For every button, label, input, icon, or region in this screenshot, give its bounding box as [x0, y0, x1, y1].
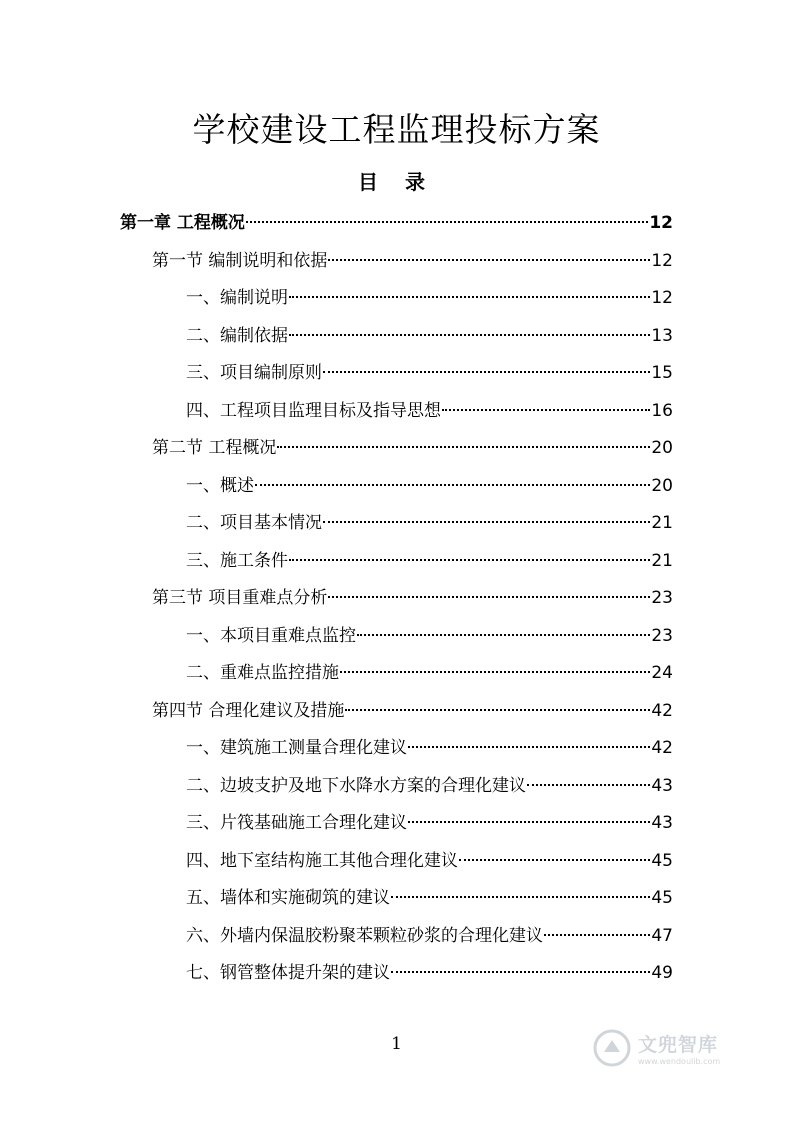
watermark-logo-icon [592, 1028, 632, 1068]
toc-leader-dots [442, 409, 650, 411]
toc-entry-page: 47 [651, 926, 673, 946]
toc-entry-label: 一、本项目重难点监控 [186, 626, 356, 646]
toc-entry[interactable] [152, 249, 673, 273]
toc-entry[interactable] [186, 924, 673, 948]
toc-entry-page: 43 [651, 813, 673, 833]
toc-leader-dots [255, 484, 650, 486]
toc-entry-label: 三、项目编制原则 [186, 363, 322, 383]
toc-leader-dots [289, 334, 650, 336]
toc-entry[interactable] [120, 211, 673, 235]
toc-entry-page: 13 [651, 326, 673, 346]
document-title: 学校建设工程监理投标方案 [192, 110, 601, 149]
watermark [592, 1022, 752, 1074]
toc-entry-page: 49 [651, 963, 673, 983]
toc-entry-page: 21 [651, 513, 673, 533]
toc-entry-page: 45 [651, 888, 673, 908]
page-number: 1 [391, 1034, 402, 1054]
toc-leader-dots [328, 259, 650, 261]
toc-entry-label: 六、外墙内保温胶粉聚苯颗粒砂浆的合理化建议 [186, 926, 543, 946]
toc-entry[interactable] [186, 549, 673, 573]
toc-entry[interactable] [186, 286, 673, 310]
toc-leader-dots [527, 784, 650, 786]
toc-entry-label: 第三节 项目重难点分析 [152, 588, 328, 608]
toc-leader-dots [544, 934, 650, 936]
toc-entry-label: 二、项目基本情况 [186, 513, 322, 533]
toc-leader-dots [391, 896, 650, 898]
toc-leader-dots [357, 634, 650, 636]
toc-leader-dots [391, 971, 650, 973]
toc-leader-dots [408, 821, 650, 823]
toc-leader-dots [459, 859, 650, 861]
toc-entry-page: 12 [651, 251, 673, 271]
toc-entry-page: 20 [651, 438, 673, 458]
toc-entry[interactable] [186, 849, 673, 873]
toc-leader-dots [246, 221, 648, 223]
toc-entry-label: 四、工程项目监理目标及指导思想 [186, 401, 441, 421]
toc-entry-label: 第一节 编制说明和依据 [152, 251, 328, 271]
toc-entry[interactable] [186, 361, 673, 385]
toc-leader-dots [323, 371, 650, 373]
toc-entry-page: 43 [651, 776, 673, 796]
toc-entry[interactable] [186, 774, 673, 798]
toc-entry[interactable] [186, 474, 673, 498]
toc-heading: 目 录 [358, 170, 435, 194]
toc-entry-label: 第四节 合理化建议及措施 [152, 701, 345, 721]
toc-entry-label: 二、编制依据 [186, 326, 288, 346]
toc-entry-page: 23 [651, 626, 673, 646]
toc-entry-label: 二、重难点监控措施 [186, 663, 339, 683]
toc-entry-label: 三、施工条件 [186, 551, 288, 571]
toc-entry[interactable] [186, 811, 673, 835]
watermark-name: 文兜智库 [638, 1034, 719, 1056]
toc-entry-page: 42 [651, 701, 673, 721]
toc-leader-dots [408, 746, 650, 748]
toc-entry-page: 23 [651, 588, 673, 608]
toc-entry-label: 一、概述 [186, 476, 254, 496]
toc-entry-page: 15 [651, 363, 673, 383]
toc-entry-page: 45 [651, 851, 673, 871]
toc-leader-dots [277, 446, 650, 448]
toc-leader-dots [289, 296, 650, 298]
toc-entry-label: 七、钢管整体提升架的建议 [186, 963, 390, 983]
toc-entry-page: 24 [651, 663, 673, 683]
toc-entry-page: 20 [651, 476, 673, 496]
toc-entry-label: 第一章 工程概况 [120, 213, 245, 233]
toc-entry-page: 21 [651, 551, 673, 571]
toc-entry[interactable] [186, 886, 673, 910]
toc-entry[interactable] [152, 436, 673, 460]
toc-entry-label: 二、边坡支护及地下水降水方案的合理化建议 [186, 776, 526, 796]
toc-entry-label: 第二节 工程概况 [152, 438, 277, 458]
toc-entry-label: 五、墙体和实施砌筑的建议 [186, 888, 390, 908]
toc-entry[interactable] [186, 399, 673, 423]
toc-entry-page: 16 [651, 401, 673, 421]
toc-leader-dots [328, 596, 650, 598]
toc-leader-dots [289, 559, 650, 561]
toc-entry-label: 一、编制说明 [186, 288, 288, 308]
toc-entry[interactable] [186, 961, 673, 985]
toc-leader-dots [340, 671, 650, 673]
toc-entry-label: 四、地下室结构施工其他合理化建议 [186, 851, 458, 871]
watermark-site: www.wendoulib.com [638, 1057, 721, 1066]
toc-entry-page: 12 [651, 288, 673, 308]
toc-leader-dots [323, 521, 650, 523]
toc-entry[interactable] [186, 511, 673, 535]
toc-entry-label: 三、片筏基础施工合理化建议 [186, 813, 407, 833]
toc-entry-label: 一、建筑施工测量合理化建议 [186, 738, 407, 758]
toc-entry[interactable] [186, 324, 673, 348]
toc-entry[interactable] [186, 661, 673, 685]
toc-leader-dots [345, 709, 650, 711]
toc-entry[interactable] [152, 586, 673, 610]
toc-entry[interactable] [186, 624, 673, 648]
toc-entry-page: 12 [649, 213, 673, 233]
toc-entry[interactable] [152, 699, 673, 723]
toc-entry[interactable] [186, 736, 673, 760]
toc-entry-page: 42 [651, 738, 673, 758]
